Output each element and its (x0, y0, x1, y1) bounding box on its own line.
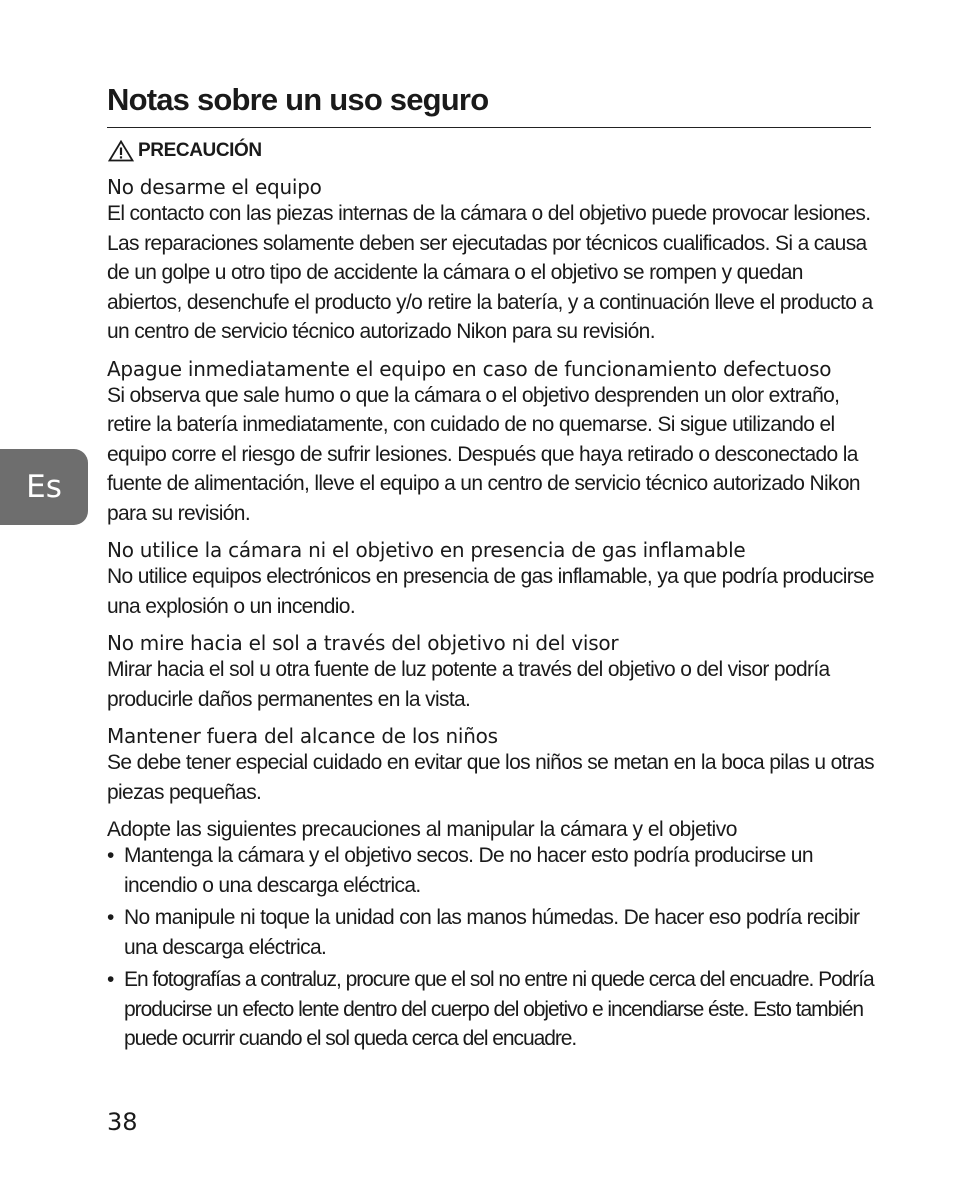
list-item-text: En fotografías a contraluz, procure que el sol no entre ni quede cerca del encuadre. Podría producirse un efecto lente dentro del cuerpo del objetivo e incendiarse éste. Esto también puede ocurrir cuando el sol queda cerca del encuadre. (124, 968, 874, 1050)
list-item-text: No manipule ni toque la unidad con las manos húmedas. De hacer eso podría recibir una descarga eléctrica. (124, 906, 860, 959)
page-content (107, 176, 875, 1065)
handling-bullet-list (107, 841, 875, 1054)
section-heading: Mantener fuera del alcance de los niños (107, 724, 498, 748)
title-divider (107, 127, 871, 128)
section-sun (107, 632, 875, 714)
section-heading: No utilice la cámara ni el objetivo en presencia de gas inflamable (107, 538, 746, 562)
list-item-text: Mantenga la cámara y el objetivo secos. De no hacer esto podría producirse un incendio o una descarga eléctrica. (124, 844, 813, 897)
section-children (107, 725, 875, 807)
page-title: Notas sobre un uso seguro (107, 82, 489, 117)
section-flammable-gas (107, 539, 875, 621)
section-body: Se debe tener especial cuidado en evitar que los niños se metan en la boca pilas u otras piezas pequeñas. (107, 751, 874, 804)
section-heading: No mire hacia el sol a través del objetivo ni del visor (107, 631, 619, 655)
caution-label (108, 140, 262, 162)
section-heading: No desarme el equipo (107, 175, 322, 199)
section-body: El contacto con las piezas internas de la cámara o del objetivo puede provocar lesiones. Las reparaciones solamente deben ser ejecutadas por técnicos cualificados. Si a causa de un golpe u otro tipo de accidente la cámara o el objetivo se rompen y quedan abiertos, desenchufe el producto y/o retire la batería, y a continuación lleve el producto a un centro de servicio técnico autorizado Nikon para su revisión. (107, 202, 873, 343)
section-handling (107, 818, 875, 1054)
section-heading: Apague inmediatamente el equipo en caso de funcionamiento defectuoso (107, 356, 832, 381)
bullet-mark: • (107, 906, 114, 929)
section-no-disassemble (107, 176, 875, 347)
list-item (107, 965, 875, 1054)
section-body: Mirar hacia el sol u otra fuente de luz potente a través del objetivo o del visor podría producirle daños permanentes en la vista. (107, 658, 830, 711)
section-heading: Adopte las siguientes precauciones al manipular la cámara y el objetivo (107, 818, 737, 841)
list-item (107, 841, 875, 900)
page-number: 38 (107, 1108, 138, 1136)
bullet-mark: • (107, 844, 114, 867)
list-item (107, 903, 875, 962)
caution-text: PRECAUCIÓN (138, 140, 262, 161)
language-tab: Es (0, 449, 88, 525)
section-body: Si observa que sale humo o que la cámara o el objetivo desprenden un olor extraño, retire la batería inmediatamente, con cuidado de no quemarse. Si sigue utilizando el equipo corre el riesgo de sufrir lesiones. Después que haya retirado o desconectado la fuente de alimentación, lleve el equipo a un centro de servicio técnico autorizado Nikon para su revisión. (107, 383, 860, 525)
section-body: No utilice equipos electrónicos en presencia de gas inflamable, ya que podría producirse una explosión o un incendio. (107, 565, 874, 618)
warning-triangle-icon (108, 140, 134, 162)
section-malfunction (107, 358, 875, 529)
bullet-mark: • (107, 968, 114, 991)
